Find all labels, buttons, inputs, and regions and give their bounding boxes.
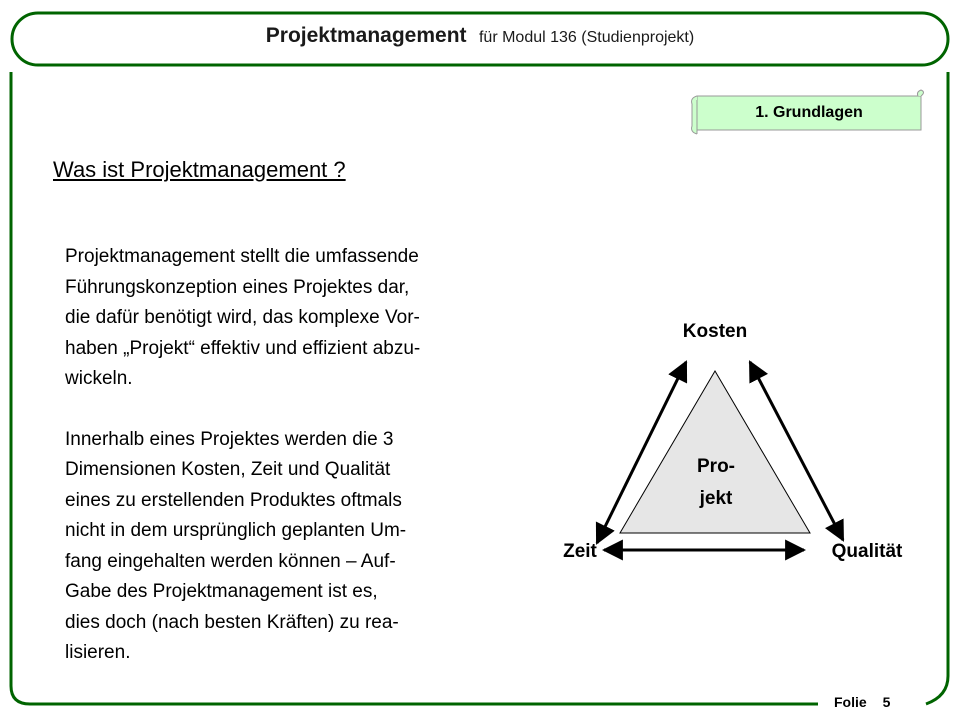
paragraph-gap	[65, 395, 515, 425]
paragraph2-line: dies doch (nach besten Kräften) zu rea-	[65, 611, 399, 633]
bottom-right-corner	[926, 676, 948, 704]
paragraph2-line: lisieren.	[65, 642, 131, 663]
body-text	[65, 242, 515, 669]
footer	[834, 694, 890, 710]
slide-number: 5	[882, 694, 891, 710]
paragraph1-line: Führungskonzeption eines Projektes dar,	[65, 276, 410, 298]
header-title: Projektmanagement	[265, 24, 467, 47]
label-zeit: Zeit	[563, 541, 597, 562]
bottom-left-corner	[11, 686, 30, 704]
paragraph2-line: Dimensionen Kosten, Zeit und Qualität	[65, 459, 391, 480]
label-kosten: Kosten	[682, 321, 748, 342]
label-projekt-line1: Pro-	[697, 456, 735, 477]
slide-title: Was ist Projektmanagement ?	[53, 157, 346, 182]
label-projekt-line2: jekt	[699, 488, 733, 509]
paragraph2-line: eines zu erstellenden Produktes oftmals	[65, 489, 402, 511]
paragraph1-line: haben „Projekt“ effektiv und effizient abzu-	[65, 337, 421, 359]
paragraph1-line: Projektmanagement stellt die umfassende	[65, 246, 419, 267]
paragraph2-line: nicht in dem ursprünglich geplanten Um-	[65, 520, 407, 541]
project-triangle-diagram	[540, 300, 960, 590]
section-tag: 1. Grundlagen	[755, 104, 863, 121]
header-subtitle: für Modul 136 (Studienprojekt)	[478, 29, 695, 46]
footer-label: Folie	[834, 694, 867, 710]
paragraph1-line: die dafür benötigt wird, das komplexe Vor-	[65, 307, 420, 328]
label-qualitaet: Qualität	[831, 541, 903, 562]
paragraph2-line: Innerhalb eines Projektes werden die 3	[65, 428, 394, 450]
paragraph2-line: Gabe des Projektmanagement ist es,	[65, 581, 378, 602]
paragraph1-line: wickeln.	[65, 368, 133, 389]
header	[0, 24, 960, 48]
paragraph2-line: fang eingehalten werden können – Auf-	[65, 550, 396, 572]
